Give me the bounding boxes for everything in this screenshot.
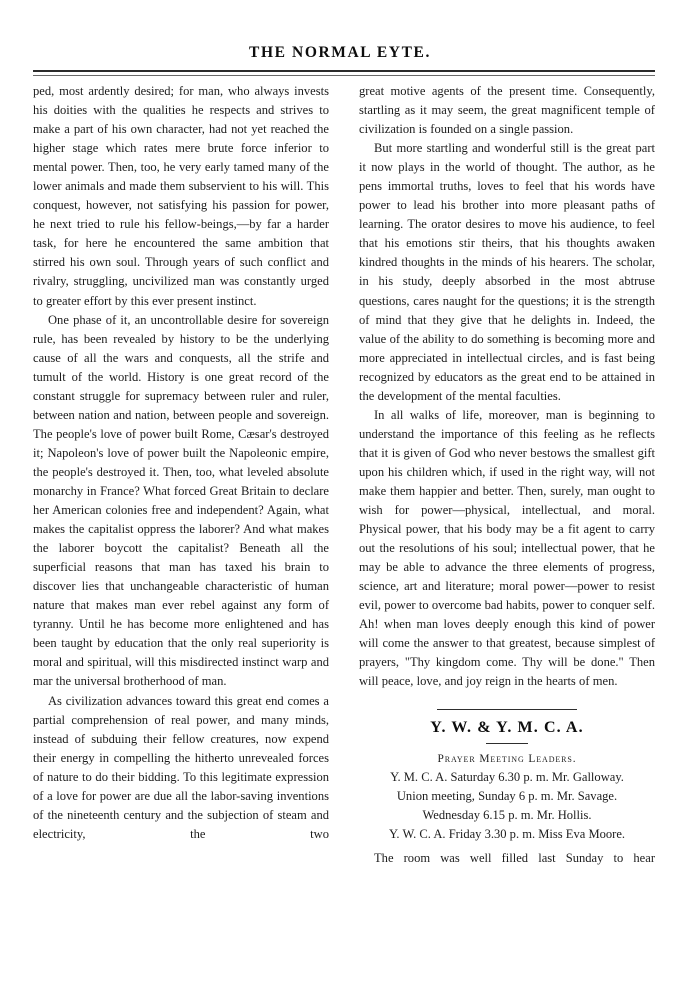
paragraph: One phase of it, an uncontrollable desire for sovereign rule, has been revealed by history to be the underlying cause of all the wars and conquests, all the strife and tumult of the world. History is one great record of the constant struggle for supremacy between ruler and ruler, between nation and nation, between people and sovereign. The people's love of power built Rome, Cæsar's destroyed it; Napoleon's love of power built the Napoleonic empire, the people's destroyed it. Then, too, what leveled absolute monarchy in France? What forced Great Britain to declare her American colonies free and independent? Again, what makes the capitalist oppress the laborer? And what makes the laborer boycott the capitalist? Beneath all the superficial reasons that man has taxed his brain to discover lies that unchangeable characteristic of human nature that makes man ever rebel against any form of tyranny. Until he has become more enlightened and has been taught by education that the only real superiority is moral and spiritual, will this misdirected instinct warp and mar the universal brotherhood of man. [33,312,329,689]
article-columns [33,82,655,982]
left-column [33,82,329,982]
ymca-section [359,709,655,887]
list-item: Wednesday 6.15 p. m. Mr. Hollis. [422,807,592,822]
list-item: Y. M. C. A. Saturday 6.30 p. m. Mr. Galloway. [390,769,624,784]
list-item: Y. W. C. A. Friday 3.30 p. m. Miss Eva Moore. [388,826,626,841]
masthead [0,44,680,62]
paragraph: As civilization advances toward this great end comes a partial comprehension of real power, and many minds, instead of subduing their fellow creatures, now expend their energy in compelling the hitherto unrevealed forces of nature to do their bidding. To this legitimate expression of a love for power are due all the labor-saving inventions of the nineteenth century and the subjection of steam and electricity, the two [33,693,329,841]
header-rule [33,70,655,72]
section-rule-top [437,709,577,710]
header-rule-secondary [33,75,655,76]
page-title: THE NORMAL EYTE. [249,44,431,61]
right-column [359,82,655,982]
paragraph: In all walks of life, moreover, man is beginning to understand the importance of this feeling as he reflects that it is given of God who never bestows the smallest gift upon his children which, if used in the right way, will not make them happier and better. Then, surely, man ought to wish for power—physical, intellectual, and moral. Physical power, that his body may be a fit agent to carry out the resolutions of his soul; intellectual power, that he may be able to advance the three elements of progress, science, art and literature; moral power—power to resist evil, power to overcome bad habits, power to conquer self. Ah! when man loves deeply enough this kind of power will come the answer to that greatest, because simplest of prayers, "Thy kingdom come. Thy will be done." Then will peace, love, and joy reign in the hearts of men. [359,407,655,689]
section-subheading: Prayer Meeting Leaders. [437,752,577,765]
meeting-list [359,768,655,844]
paragraph: great motive agents of the present time. Consequently, startling as it may seem, the great magnificent temple of civilization is founded on a single passion. [359,84,655,137]
paragraph: The room was well filled last Sunday to hear [374,850,655,865]
paragraph: But more startling and wonderful still is the great part it now plays in the world of thought. The author, as he pens immortal truths, loves to feel that his words have power to lead his brother into more pleasant paths of learning. The orator desires to move his audience, to feel that his emotions stir theirs, that his thoughts awaken kindred thoughts in the minds of his hearers. The scholar, in his study, deeply absorbed in the most abtruse questions, cares naught for the questions; it is the strength of mind that they give that he delights in. Indeed, the value of the ability to do something is becoming more and more appreciated in intellectual circles, and is fast being recognized by educators as the great end to be attained in the development of the mental faculties. [359,141,655,403]
section-heading: Y. W. & Y. M. C. A. [430,718,584,736]
section-rule-bottom [486,743,528,744]
paragraph: ped, most ardently desired; for man, who always invests his doities with the qualities he respects and strives to make a part of his own character, had not yet reached the higher stage which rates mere brute force inferior to mental power. Then, too, he very early tamed many of the lower animals and made them subservient to his will. This conquest, however, not satisfying his passion for power, he next tried to rule his fellow-beings,—by far a harder task, for here he encountered the same ambition that stirred his own soul. Through years of such conflict and rivalry, struggling, uncivilized man was constantly urged to greater effort by this ever present instinct. [33,84,329,308]
list-item: Union meeting, Sunday 6 p. m. Mr. Savage. [396,788,618,803]
